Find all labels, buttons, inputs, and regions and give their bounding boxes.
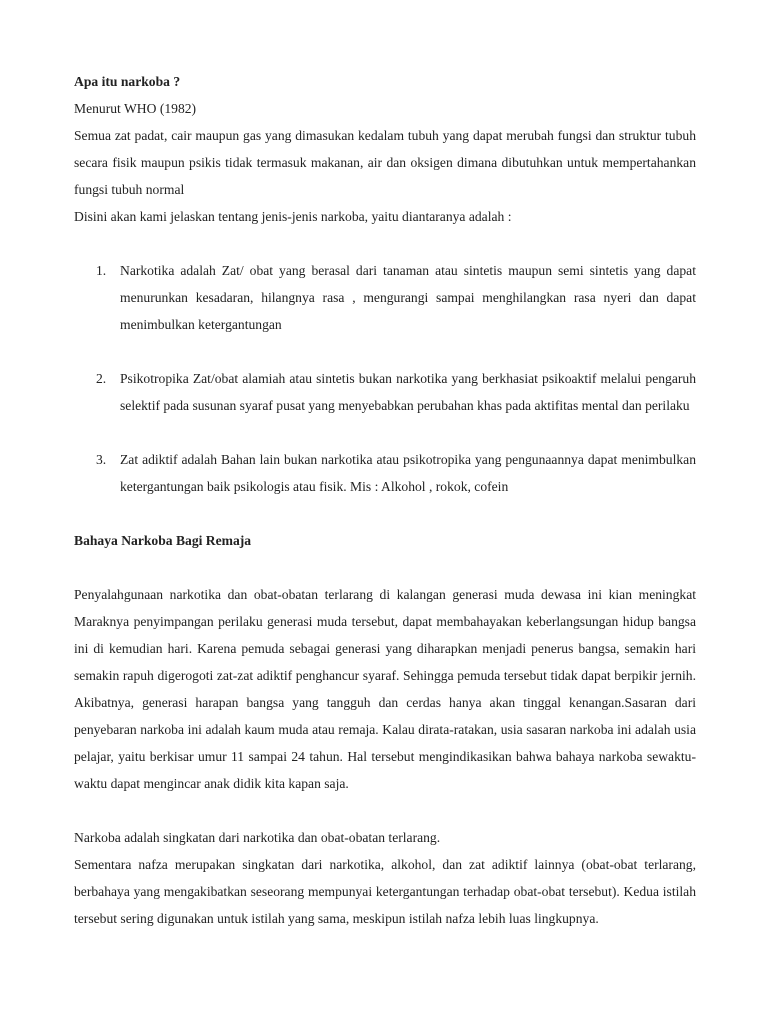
list-item-text: Psikotropika Zat/obat alamiah atau sintetis bukan narkotika yang berkhasiat psikoaktif melalui pengaruh selektif pada susunan syaraf pusat yang menyebabkan perubahan khas pada aktifitas mental dan perilaku bbox=[120, 371, 696, 413]
narkoba-definition: Narkoba adalah singkatan dari narkotika dan obat-obatan terlarang. bbox=[74, 830, 441, 845]
types-intro: Disini akan kami jelaskan tentang jenis-jenis narkoba, yaitu diantaranya adalah : bbox=[74, 209, 512, 224]
spacer bbox=[74, 797, 696, 824]
list-number: 1. bbox=[96, 263, 107, 278]
spacer bbox=[74, 338, 696, 365]
list-item-text: Narkotika adalah Zat/ obat yang berasal dari tanaman atau sintetis maupun semi sintetis yang dapat menurunkan kesadaran, hilangnya rasa , mengurangi sampai menghilangkan rasa nyeri dan dapat menimbulkan ketergantungan bbox=[120, 263, 696, 332]
who-definition-paragraph: Semua zat padat, cair maupun gas yang dimasukan kedalam tubuh yang dapat merubah fungsi dan struktur tubuh secara fisik maupun psikis tidak termasuk makanan, air dan oksigen dimana dibutuhkan untuk mempertahankan fungsi tubuh normal bbox=[74, 128, 696, 197]
heading-bahaya-narkoba: Bahaya Narkoba Bagi Remaja bbox=[74, 533, 252, 548]
list-item-text: Zat adiktif adalah Bahan lain bukan narkotika atau psikotropika yang pengunaannya dapat menimbulkan ketergantungan baik psikologis atau fisik. Mis : Alkohol , rokok, cofein bbox=[120, 452, 696, 494]
heading-apa-itu-narkoba: Apa itu narkoba ? bbox=[74, 74, 181, 89]
drug-types-list bbox=[74, 257, 696, 500]
document-body bbox=[74, 68, 696, 932]
nafza-definition: Sementara nafza merupakan singkatan dari narkotika, alkohol, dan zat adiktif lainnya (obat-obat terlarang, berbahaya yang mengakibatkan seseorang mempunyai ketergantungan terhadap obat-obat tersebut). Kedua istilah tersebut sering digunakan untuk istilah yang sama, meskipun istilah nafza lebih luas lingkupnya. bbox=[74, 857, 696, 926]
list-item-narkotika bbox=[74, 257, 696, 338]
list-item-psikotropika bbox=[74, 365, 696, 419]
list-item-zat-adiktif bbox=[74, 446, 696, 500]
spacer bbox=[74, 419, 696, 446]
spacer bbox=[74, 554, 696, 581]
list-number: 2. bbox=[96, 371, 107, 386]
spacer bbox=[74, 500, 696, 527]
danger-paragraph: Penyalahgunaan narkotika dan obat-obatan terlarang di kalangan generasi muda dewasa ini kian meningkat Maraknya penyimpangan perilaku generasi muda tersebut, dapat membahayakan keberlangsungan hidup bangsa ini di kemudian hari. Karena pemuda sebagai generasi yang diharapkan menjadi penerus bangsa, semakin hari semakin rapuh digerogoti zat-zat adiktif penghancur syaraf. Sehingga pemuda tersebut tidak dapat berpikir jernih. Akibatnya, generasi harapan bangsa yang tangguh dan cerdas hanya akan tinggal kenangan.Sasaran dari penyebaran narkoba ini adalah kaum muda atau remaja. Kalau dirata-ratakan, usia sasaran narkoba ini adalah usia pelajar, yaitu berkisar umur 11 sampai 24 tahun. Hal tersebut mengindikasikan bahwa bahaya narkoba sewaktu-waktu dapat mengincar anak didik kita kapan saja. bbox=[74, 587, 696, 791]
list-number: 3. bbox=[96, 452, 107, 467]
who-reference: Menurut WHO (1982) bbox=[74, 101, 197, 116]
spacer bbox=[74, 230, 696, 257]
